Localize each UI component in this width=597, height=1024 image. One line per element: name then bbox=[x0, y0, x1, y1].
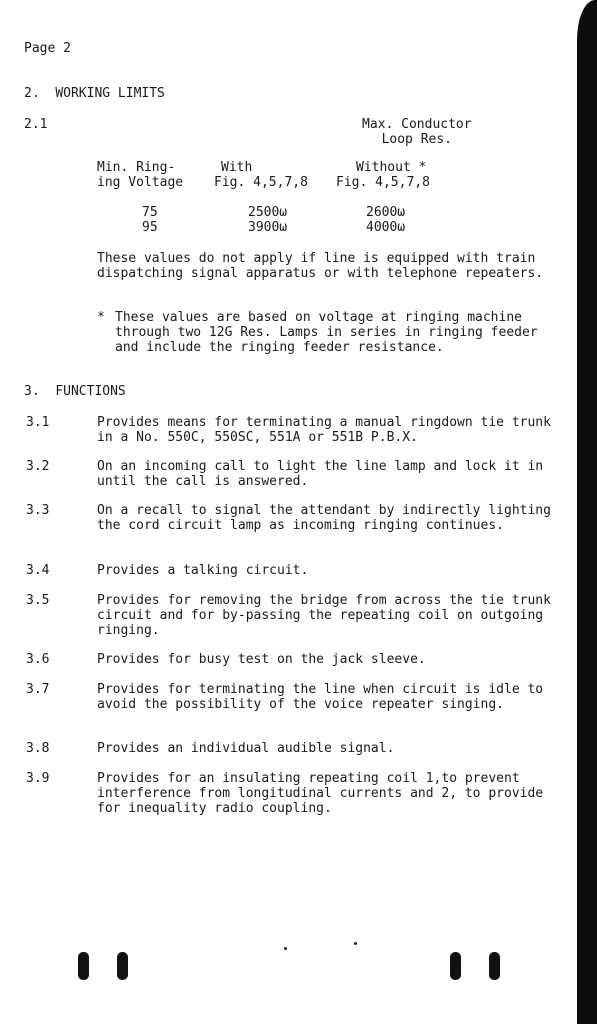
table-cell bbox=[366, 205, 405, 235]
function-number: 3.5 bbox=[26, 593, 50, 608]
binder-hole-mark bbox=[450, 952, 461, 980]
function-number: 3.8 bbox=[26, 741, 50, 756]
function-number: 3.1 bbox=[26, 415, 50, 430]
function-number: 3.6 bbox=[26, 652, 50, 667]
function-text: Provides a talking circuit. bbox=[97, 563, 309, 578]
cell-value: 2500ω bbox=[248, 205, 288, 220]
function-text: Provides an individual audible signal. bbox=[97, 741, 395, 756]
binder-hole-mark bbox=[489, 952, 500, 980]
binder-hole-mark bbox=[117, 952, 128, 980]
table-group-header bbox=[362, 117, 472, 147]
function-number: 3.2 bbox=[26, 459, 50, 474]
header-line: Max. Conductor bbox=[362, 117, 472, 132]
page-number: Page 2 bbox=[24, 41, 71, 56]
function-number: 3.3 bbox=[26, 503, 50, 518]
section-heading bbox=[24, 86, 165, 101]
footnote-text: These values are based on voltage at ringing machine through two 12G Res. Lamps in series in ringing feeder and include the ringing feeder resistance. bbox=[115, 310, 538, 355]
footnote bbox=[97, 310, 557, 355]
header-line: With bbox=[221, 160, 253, 175]
ink-speck bbox=[284, 947, 287, 950]
header-line: Min. Ring- bbox=[97, 160, 176, 175]
binder-hole-mark bbox=[78, 952, 89, 980]
function-number: 3.7 bbox=[26, 682, 50, 697]
function-text: On a recall to signal the attendant by indirectly lighting the cord circuit lamp as incoming ringing continues. bbox=[97, 503, 551, 533]
cell-value: 2600ω bbox=[366, 205, 406, 220]
ink-speck bbox=[354, 942, 357, 945]
function-text: On an incoming call to light the line lamp and lock it in until the call is answered. bbox=[97, 459, 544, 489]
header-line: Without * bbox=[356, 160, 427, 175]
column-header-with bbox=[214, 160, 308, 190]
section-title: WORKING LIMITS bbox=[55, 86, 165, 101]
column-header-without bbox=[336, 160, 430, 190]
cell-value: 3900ω bbox=[248, 220, 288, 235]
header-line: Fig. 4,5,7,8 bbox=[214, 175, 308, 190]
table-cell bbox=[142, 205, 158, 235]
column-header-voltage bbox=[97, 160, 183, 190]
function-number: 3.4 bbox=[26, 563, 50, 578]
function-text: Provides for busy test on the jack sleeve. bbox=[97, 652, 426, 667]
header-line: ing Voltage bbox=[97, 175, 184, 190]
table-cell bbox=[248, 205, 287, 235]
page-edge-shadow bbox=[577, 0, 597, 1024]
function-number: 3.9 bbox=[26, 771, 50, 786]
section-number: 2. bbox=[24, 86, 40, 101]
cell-value: 75 bbox=[142, 205, 158, 220]
limits-paragraph: These values do not apply if line is equipped with train dispatching signal apparatus or with telephone repeaters. bbox=[97, 251, 544, 281]
functions-heading bbox=[24, 384, 126, 399]
section-number: 3. bbox=[24, 384, 40, 399]
header-line: Loop Res. bbox=[381, 132, 453, 147]
function-text: Provides for removing the bridge from across the tie trunk circuit and for by-passing the repeating coil on outgoing ringing. bbox=[97, 593, 551, 638]
function-text: Provides means for terminating a manual ringdown tie trunk in a No. 550C, 550SC, 551A or 551B P.B.X. bbox=[97, 415, 551, 445]
function-text: Provides for terminating the line when circuit is idle to avoid the possibility of the voice repeater singing. bbox=[97, 682, 544, 712]
function-text: Provides for an insulating repeating coil 1,to prevent interference from longitudinal currents and 2, to provide for inequality radio coupling. bbox=[97, 771, 544, 816]
footnote-mark: * bbox=[97, 310, 105, 325]
cell-value: 95 bbox=[142, 220, 158, 235]
section-title: FUNCTIONS bbox=[55, 384, 126, 399]
header-line: Fig. 4,5,7,8 bbox=[336, 175, 430, 190]
cell-value: 4000ω bbox=[366, 220, 406, 235]
subsection-number: 2.1 bbox=[24, 117, 48, 132]
